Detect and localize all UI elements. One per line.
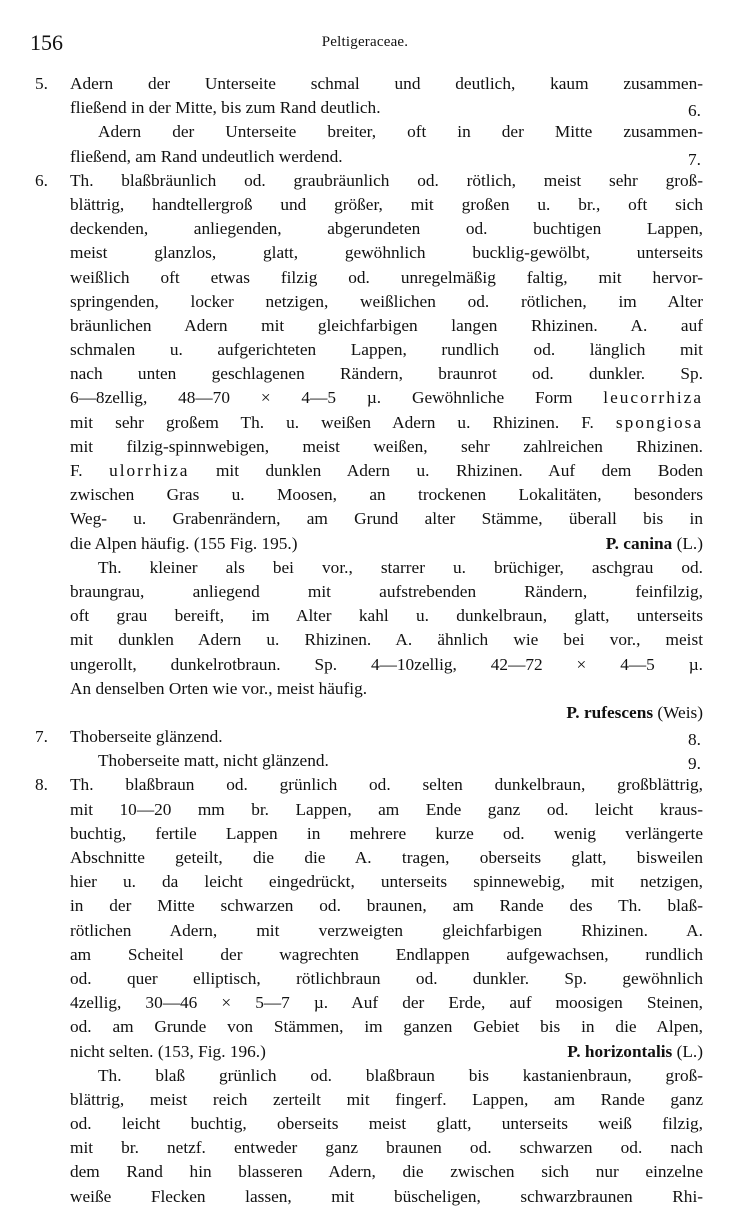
line-text: mit 10—20 mm br. Lappen, am Ende ganz od. leicht kraus- [70, 799, 703, 819]
species-name: P. canina (L.) [605, 533, 703, 553]
body-text [28, 72, 703, 1209]
line-text: blättrig, meist reich zerteilt mit fingerf. Lappen, am Rande ganz [70, 1089, 703, 1109]
text-line [28, 120, 703, 144]
line-text: mit br. netzf. entweder ganz braunen od. schwarzen od. nach [70, 1138, 703, 1158]
text-line [28, 822, 703, 846]
line-text: Th. blaß grünlich od. blaßbraun bis kastanienbraun, groß- [98, 1065, 703, 1085]
text-line [28, 411, 703, 435]
line-text: od. leicht buchtig, oberseits meist glatt, unterseits weiß filzig, [70, 1114, 703, 1134]
line-text: nicht selten. (153, Fig. 196.) [70, 1041, 266, 1061]
text-line [28, 943, 703, 967]
key-reference: 7. [688, 149, 701, 169]
line-text: F. ulorrhiza mit dunklen Adern u. Rhizinen. Auf dem Boden [70, 461, 704, 480]
line-text: dem Rand hin blasseren Adern, die zwischen sich nur einzelne [70, 1162, 703, 1182]
line-text: zwischen Gras u. Moosen, an trockenen Lokalitäten, besonders [70, 485, 703, 505]
text-line [28, 967, 703, 991]
line-text: rötlichen Adern, mit verzweigten gleichfarbigen Rhizinen. A. [70, 920, 703, 940]
text-line [28, 604, 703, 628]
page-header [30, 30, 700, 56]
line-text: am Scheitel der wagrechten Endlappen aufgewachsen, rundlich [70, 944, 703, 964]
text-line [28, 556, 703, 580]
text-line [28, 241, 703, 265]
text-line [28, 1064, 703, 1088]
text-line [28, 677, 703, 701]
line-text: Adern der Unterseite schmal und deutlich, kaum zusammen- [70, 74, 703, 93]
line-text: 4zellig, 30—46 × 5—7 µ. Auf der Erde, auf moosigen Steinen, [70, 993, 703, 1013]
line-text: Abschnitte geteilt, die die A. tragen, oberseits glatt, bisweilen [70, 848, 703, 867]
line-text: weiße Flecken lassen, mit büscheligen, schwarzbraunen Rhi- [70, 1186, 703, 1206]
line-text: in der Mitte schwarzen od. braunen, am Rande des Th. blaß- [70, 896, 703, 916]
line-text: od. quer elliptisch, rötlichbraun od. dunkler. Sp. gewöhnlich [70, 968, 703, 988]
line-text: Weg- u. Grabenrändern, am Grund alter Stämme, überall bis in [70, 509, 703, 529]
key-number: 5. [35, 74, 48, 93]
line-text: fließend in der Mitte, bis zum Rand deutlich. [70, 98, 381, 118]
species-name: P. rufescens (Weis) [566, 702, 703, 722]
key-reference: 9. [688, 754, 701, 774]
running-head: Peltigeraceae. [321, 34, 409, 50]
line-text: Th. blaßbräunlich od. graubräunlich od. rötlich, meist sehr groß- [70, 170, 703, 190]
line-text: meist glanzlos, glatt, gewöhnlich bucklig-gewölbt, unterseits [70, 243, 703, 263]
line-text: od. am Grunde von Stämmen, im ganzen Gebiet bis in die Alpen, [70, 1017, 703, 1037]
text-line [28, 749, 703, 773]
key-reference: 6. [688, 101, 701, 121]
text-line [28, 580, 703, 604]
key-number: 8. [35, 775, 48, 795]
line-text: Thoberseite glänzend. [70, 727, 223, 747]
text-line [28, 1112, 703, 1136]
text-line [28, 1015, 703, 1039]
text-line [28, 701, 703, 725]
text-line [28, 991, 703, 1015]
text-line [28, 314, 703, 338]
line-text: springenden, locker netzigen, weißlichen od. rötlichen, im Alter [70, 291, 703, 311]
line-text: bräunlichen Adern mit gleichfarbigen langen Rhizinen. A. auf [70, 315, 703, 335]
text-line [28, 1088, 703, 1112]
text-line [28, 773, 703, 797]
text-line [28, 532, 703, 556]
line-text: mit filzig-spinnwebigen, meist weißen, sehr zahlreichen Rhizinen. [70, 436, 703, 456]
line-text: hier u. da leicht eingedrückt, unterseits spinnewebig, mit netzigen, [70, 872, 703, 892]
key-number: 6. [35, 170, 48, 190]
text-line [28, 193, 703, 217]
text-line [28, 653, 703, 677]
line-text: buchtig, fertile Lappen in mehrere kurze od. wenig verlängerte [70, 823, 703, 843]
line-text: 6—8zellig, 48—70 × 4—5 µ. Gewöhnliche Form leucorrhiza [70, 388, 703, 408]
text-line [28, 870, 703, 894]
text-line [28, 362, 703, 386]
page-number: 156 [30, 30, 63, 55]
text-line [28, 1040, 703, 1064]
line-text: Th. blaßbraun od. grünlich od. selten dunkelbraun, großblättrig, [70, 775, 703, 795]
text-line [28, 217, 703, 241]
line-text: weißlich oft etwas filzig od. unregelmäßig faltig, mit hervor- [70, 267, 703, 287]
text-line [28, 266, 703, 290]
text-line [28, 386, 703, 410]
text-line [28, 725, 703, 749]
text-line [28, 72, 703, 96]
text-line [28, 894, 703, 918]
line-text: fließend, am Rand undeutlich werdend. [70, 146, 343, 166]
text-line [28, 338, 703, 362]
text-line [28, 919, 703, 943]
key-number: 7. [35, 727, 48, 747]
line-text: An denselben Orten wie vor., meist häufig. [70, 678, 368, 698]
text-line [28, 145, 703, 169]
text-line [28, 459, 703, 483]
line-text: mit dunklen Adern u. Rhizinen. A. ähnlich wie bei vor., meist [70, 630, 703, 650]
text-line [28, 96, 703, 120]
line-text: Th. kleiner als bei vor., starrer u. brüchiger, aschgrau od. [98, 557, 703, 577]
text-line [28, 1160, 703, 1184]
text-line [28, 1185, 703, 1209]
line-text: die Alpen häufig. (155 Fig. 195.) [70, 533, 298, 553]
line-text: blättrig, handtellergroß und größer, mit großen u. br., oft sich [70, 194, 703, 214]
text-line [28, 169, 703, 193]
line-text: schmalen u. aufgerichteten Lappen, rundlich od. länglich mit [70, 340, 703, 360]
text-line [28, 483, 703, 507]
line-text: Thoberseite matt, nicht glänzend. [98, 751, 329, 771]
line-text: ungerollt, dunkelrotbraun. Sp. 4—10zellig, 42—72 × 4—5 µ. [70, 654, 703, 674]
species-name: P. horizontalis (L.) [567, 1041, 703, 1061]
text-line [28, 628, 703, 652]
line-text: Adern der Unterseite breiter, oft in der Mitte zusammen- [98, 122, 703, 142]
line-text: nach unten geschlagenen Rändern, braunrot od. dunkler. Sp. [70, 364, 703, 384]
line-text: deckenden, anliegenden, abgerundeten od. buchtigen Lappen, [70, 219, 703, 239]
text-line [28, 507, 703, 531]
text-line [28, 846, 703, 870]
text-line [28, 290, 703, 314]
text-line [28, 435, 703, 459]
line-text: mit sehr großem Th. u. weißen Adern u. Rhizinen. F. spongiosa [70, 412, 703, 432]
key-reference: 8. [688, 730, 701, 750]
line-text: oft grau bereift, im Alter kahl u. dunkelbraun, glatt, unterseits [70, 606, 703, 626]
line-text: braungrau, anliegend mit aufstrebenden Rändern, feinfilzig, [70, 581, 703, 601]
text-line [28, 798, 703, 822]
text-line [28, 1136, 703, 1160]
